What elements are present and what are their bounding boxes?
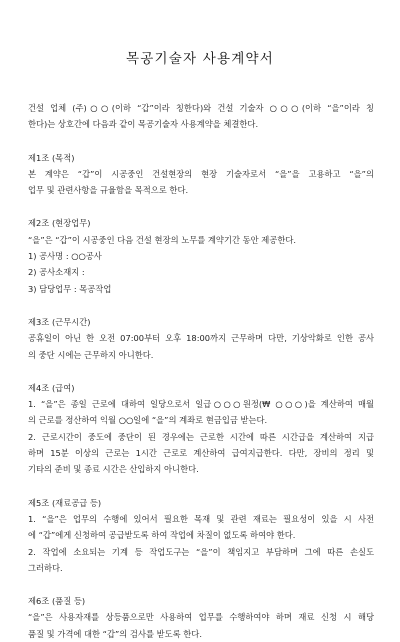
article-line: 하며 15분 이상의 근로는 1시간 근로로 계산하여 급여지급한다. 다만, 장비의 정리 및 (28, 448, 374, 459)
article-line: “을”은 “갑”이 시공중인 다음 건설 현장의 노무를 계약기간 동안 제공한다. (28, 234, 296, 245)
article-3 (28, 314, 374, 363)
intro-paragraph (28, 100, 374, 133)
article-line: 그러하다. (28, 562, 63, 573)
article-line: 공휴일이 아닌 한 오전 07:00부터 오후 18:00까지 근무하며 다만, 기상악화로 인한 공사 (28, 333, 374, 344)
article-line: 의 근로를 정산하여 익월 ○○일에 “을”의 계좌로 현금입금 받는다. (28, 415, 268, 426)
article-line: 1. “을”은 업무의 수행에 있어서 필요한 목재 및 관련 재료는 필요성이 있을 시 사전 (28, 513, 374, 524)
article-line: 본 계약은 “갑”이 시공중인 건설현장의 현장 기술자로서 “을”을 고용하고 “을”의 (28, 168, 374, 179)
article-6 (28, 593, 374, 642)
document-body (28, 100, 374, 642)
article-title: 제6조 (품질 등) (28, 596, 86, 607)
article-line: 의 중단 시에는 근무하지 아니한다. (28, 349, 154, 360)
article-line: 2. 근로시간이 중도에 중단이 된 경우에는 근로한 시간에 따른 시간급을 계산하여 지급 (28, 431, 374, 442)
intro-line: 한다)는 상호간에 다음과 같이 목공기술자 사용계약을 체결한다. (28, 119, 259, 130)
document-title: 목공기술자 사용계약서 (126, 51, 274, 67)
article-line: “을”은 사용자재를 상등품으로만 사용하여 업무를 수행하여야 하며 재료 신청 시 해당 (28, 612, 374, 623)
article-line: 1. “을”은 종일 근로에 대하여 일당으로서 일급○○○원정(₩ ○○○)을 계산하여 매월 (28, 399, 374, 410)
article-title: 제2조 (현장업무) (28, 218, 91, 229)
intro-line: 건설 업체 (주)○○(이하 “갑”이라 칭한다)와 건설 기술자 ○○○(이하 “을”이라 칭 (28, 103, 374, 113)
article-title: 제4조 (급여) (28, 382, 75, 393)
article-line: 에 “갑”에게 신청하여 공급받도록 하여 작업에 차질이 없도록 하여야 한다. (28, 530, 296, 541)
article-2 (28, 215, 374, 296)
article-line: 기타의 준비 및 종료 시간은 산입하지 아니한다. (28, 464, 199, 475)
list-item: 3) 담당업무 : 목공작업 (28, 283, 112, 294)
article-5 (28, 495, 374, 576)
article-line: 2. 작업에 소요되는 기계 등 작업도구는 “을”이 책임지고 부담하며 그에 따른 손실도 (28, 546, 374, 557)
article-4 (28, 380, 374, 478)
article-line: 품질 및 가격에 대한 “갑”의 검사를 받도록 한다. (28, 628, 202, 639)
article-title: 제1조 (목적) (28, 152, 75, 163)
list-item: 1) 공사명 : ○○공사 (28, 251, 102, 262)
list-item: 2) 공사소재지 : (28, 267, 85, 278)
article-line: 업무 및 관련사항을 규율함을 목적으로 한다. (28, 185, 189, 196)
article-title: 제3조 (근무시간) (28, 316, 91, 327)
article-title: 제5조 (재료공급 등) (28, 497, 102, 508)
article-1 (28, 150, 374, 199)
